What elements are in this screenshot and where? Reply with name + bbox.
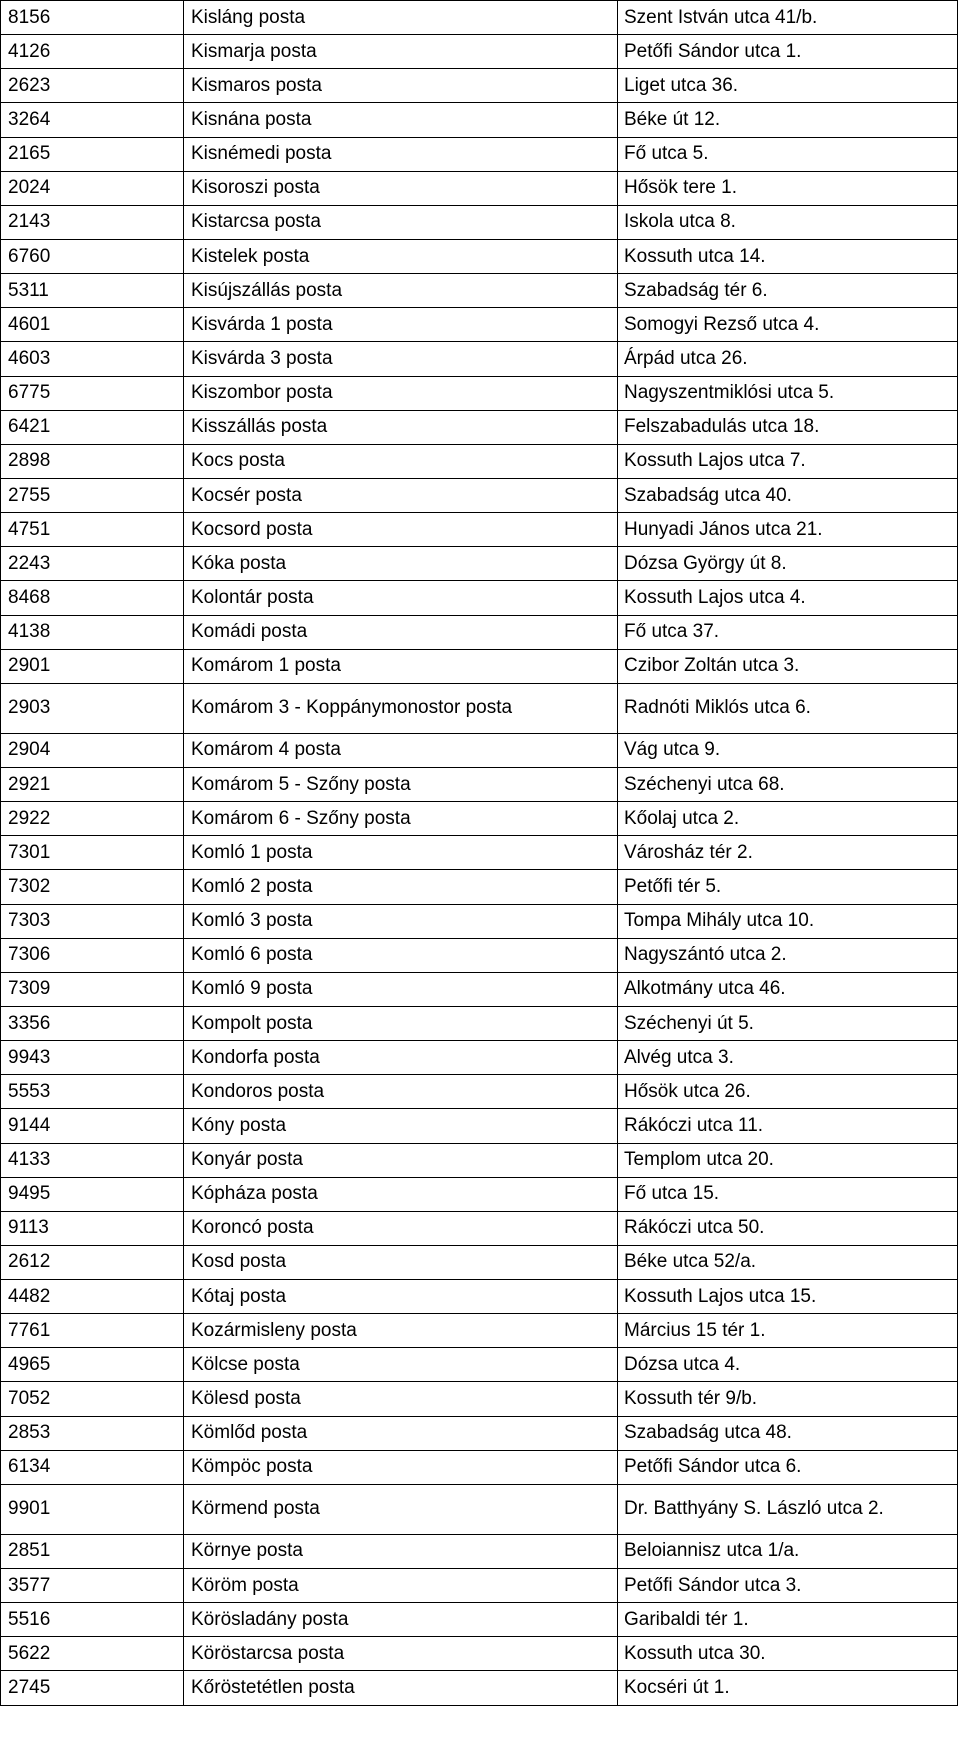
postal-code-cell: 4601 (1, 308, 184, 342)
post-office-name-cell: Környe posta (184, 1534, 618, 1568)
table-row (1, 733, 958, 767)
postal-code-cell: 2745 (1, 1671, 184, 1705)
post-office-name-cell: Komló 9 posta (184, 972, 618, 1006)
address-cell: Tompa Mihály utca 10. (618, 904, 958, 938)
postal-code-cell: 5516 (1, 1603, 184, 1637)
post-office-name-cell: Kisoroszi posta (184, 171, 618, 205)
table-row (1, 1, 958, 35)
table-row (1, 513, 958, 547)
table-row (1, 376, 958, 410)
address-cell: Petőfi Sándor utca 6. (618, 1450, 958, 1484)
postal-code-cell: 2922 (1, 802, 184, 836)
postal-code-cell: 7301 (1, 836, 184, 870)
post-office-name-cell: Kocs posta (184, 444, 618, 478)
table-row (1, 1416, 958, 1450)
post-office-name-cell: Komárom 6 - Szőny posta (184, 802, 618, 836)
table-row (1, 1211, 958, 1245)
address-cell: Szabadság utca 40. (618, 478, 958, 512)
address-cell: Rákóczi utca 11. (618, 1109, 958, 1143)
post-office-name-cell: Kosd posta (184, 1245, 618, 1279)
postal-code-cell: 7306 (1, 938, 184, 972)
postal-code-cell: 4126 (1, 35, 184, 69)
address-cell: Alvég utca 3. (618, 1041, 958, 1075)
postal-code-cell: 2612 (1, 1245, 184, 1279)
table-row (1, 683, 958, 733)
post-office-name-cell: Kisnémedi posta (184, 137, 618, 171)
table-row (1, 342, 958, 376)
postal-code-cell: 4965 (1, 1348, 184, 1382)
postal-code-cell: 4603 (1, 342, 184, 376)
postal-code-cell: 2853 (1, 1416, 184, 1450)
address-cell: Fő utca 37. (618, 615, 958, 649)
post-office-name-cell: Kocsér posta (184, 478, 618, 512)
postal-code-cell: 4138 (1, 615, 184, 649)
table-row (1, 1569, 958, 1603)
postal-code-cell: 4133 (1, 1143, 184, 1177)
postal-code-cell: 2903 (1, 683, 184, 733)
table-row (1, 103, 958, 137)
postal-code-cell: 9495 (1, 1177, 184, 1211)
address-cell: Radnóti Miklós utca 6. (618, 683, 958, 733)
table-row (1, 1671, 958, 1705)
address-cell: Hunyadi János utca 21. (618, 513, 958, 547)
post-office-name-cell: Köröm posta (184, 1569, 618, 1603)
postal-code-cell: 8156 (1, 1, 184, 35)
table-row (1, 478, 958, 512)
post-office-name-cell: Körösladány posta (184, 1603, 618, 1637)
post-office-name-cell: Kölcse posta (184, 1348, 618, 1382)
address-cell: Dózsa György út 8. (618, 547, 958, 581)
address-cell: Széchenyi utca 68. (618, 767, 958, 801)
address-cell: Március 15 tér 1. (618, 1314, 958, 1348)
post-office-name-cell: Komádi posta (184, 615, 618, 649)
table-row (1, 581, 958, 615)
address-cell: Kőolaj utca 2. (618, 802, 958, 836)
postal-code-cell: 6760 (1, 239, 184, 273)
post-office-name-cell: Kondoros posta (184, 1075, 618, 1109)
table-row (1, 547, 958, 581)
postal-code-cell: 7303 (1, 904, 184, 938)
post-office-name-cell: Kisújszállás posta (184, 274, 618, 308)
postal-code-cell: 2851 (1, 1534, 184, 1568)
post-office-name-cell: Kőröstetétlen posta (184, 1671, 618, 1705)
table-row (1, 836, 958, 870)
table-row (1, 274, 958, 308)
postal-code-cell: 6134 (1, 1450, 184, 1484)
postal-code-cell: 7302 (1, 870, 184, 904)
post-office-name-cell: Kondorfa posta (184, 1041, 618, 1075)
address-cell: Kossuth tér 9/b. (618, 1382, 958, 1416)
table-row (1, 767, 958, 801)
post-office-name-cell: Komárom 1 posta (184, 649, 618, 683)
table-row (1, 205, 958, 239)
table-row (1, 137, 958, 171)
address-cell: Kossuth Lajos utca 7. (618, 444, 958, 478)
address-cell: Petőfi Sándor utca 3. (618, 1569, 958, 1603)
address-cell: Szent István utca 41/b. (618, 1, 958, 35)
table-row (1, 444, 958, 478)
post-office-name-cell: Kisláng posta (184, 1, 618, 35)
postal-code-cell: 2898 (1, 444, 184, 478)
post-office-name-cell: Komló 6 posta (184, 938, 618, 972)
address-cell: Kossuth Lajos utca 15. (618, 1280, 958, 1314)
table-row (1, 1109, 958, 1143)
postal-code-cell: 7052 (1, 1382, 184, 1416)
post-office-name-cell: Kocsord posta (184, 513, 618, 547)
post-office-name-cell: Kóka posta (184, 547, 618, 581)
table-row (1, 1075, 958, 1109)
post-office-name-cell: Kisnána posta (184, 103, 618, 137)
postal-code-cell: 6421 (1, 410, 184, 444)
post-office-name-cell: Komló 2 posta (184, 870, 618, 904)
address-cell: Fő utca 5. (618, 137, 958, 171)
postal-code-cell: 2165 (1, 137, 184, 171)
address-cell: Széchenyi út 5. (618, 1006, 958, 1040)
table-row (1, 1041, 958, 1075)
address-cell: Templom utca 20. (618, 1143, 958, 1177)
address-cell: Kossuth Lajos utca 4. (618, 581, 958, 615)
post-office-name-cell: Kismarja posta (184, 35, 618, 69)
table-row (1, 802, 958, 836)
post-office-name-cell: Komárom 4 posta (184, 733, 618, 767)
table-row (1, 972, 958, 1006)
post-office-name-cell: Komló 3 posta (184, 904, 618, 938)
table-row (1, 1484, 958, 1534)
postal-code-cell: 2921 (1, 767, 184, 801)
address-cell: Szabadság tér 6. (618, 274, 958, 308)
address-cell: Garibaldi tér 1. (618, 1603, 958, 1637)
post-office-name-cell: Kömlőd posta (184, 1416, 618, 1450)
post-office-name-cell: Kisszállás posta (184, 410, 618, 444)
address-cell: Felszabadulás utca 18. (618, 410, 958, 444)
post-office-name-cell: Kistelek posta (184, 239, 618, 273)
table-row (1, 1006, 958, 1040)
post-office-name-cell: Kóny posta (184, 1109, 618, 1143)
postal-code-cell: 3264 (1, 103, 184, 137)
address-cell: Petőfi tér 5. (618, 870, 958, 904)
address-cell: Rákóczi utca 50. (618, 1211, 958, 1245)
address-cell: Kossuth utca 14. (618, 239, 958, 273)
table-row (1, 615, 958, 649)
postal-code-cell: 6775 (1, 376, 184, 410)
postal-code-cell: 5622 (1, 1637, 184, 1671)
post-office-name-cell: Kistarcsa posta (184, 205, 618, 239)
table-row (1, 1314, 958, 1348)
address-cell: Nagyszántó utca 2. (618, 938, 958, 972)
postal-code-cell: 2901 (1, 649, 184, 683)
postal-code-cell: 4482 (1, 1280, 184, 1314)
post-office-name-cell: Koroncó posta (184, 1211, 618, 1245)
post-office-name-cell: Kölesd posta (184, 1382, 618, 1416)
post-office-name-cell: Köröstarcsa posta (184, 1637, 618, 1671)
address-cell: Petőfi Sándor utca 1. (618, 35, 958, 69)
address-cell: Fő utca 15. (618, 1177, 958, 1211)
address-cell: Hősök tere 1. (618, 171, 958, 205)
post-office-name-cell: Kismaros posta (184, 69, 618, 103)
address-cell: Városház tér 2. (618, 836, 958, 870)
table-row (1, 171, 958, 205)
table-row (1, 1280, 958, 1314)
postal-code-cell: 9113 (1, 1211, 184, 1245)
post-office-name-cell: Kolontár posta (184, 581, 618, 615)
postal-code-cell: 9144 (1, 1109, 184, 1143)
table-row (1, 1382, 958, 1416)
address-cell: Beloiannisz utca 1/a. (618, 1534, 958, 1568)
post-office-name-cell: Komárom 5 - Szőny posta (184, 767, 618, 801)
table-row (1, 1637, 958, 1671)
address-cell: Iskola utca 8. (618, 205, 958, 239)
postal-code-cell: 9943 (1, 1041, 184, 1075)
post-office-name-cell: Kömpöc posta (184, 1450, 618, 1484)
post-office-name-cell: Kópháza posta (184, 1177, 618, 1211)
postal-code-cell: 2623 (1, 69, 184, 103)
postal-code-cell: 5553 (1, 1075, 184, 1109)
address-cell: Vág utca 9. (618, 733, 958, 767)
postal-code-cell: 9901 (1, 1484, 184, 1534)
postal-code-cell: 2243 (1, 547, 184, 581)
post-office-name-cell: Kozármisleny posta (184, 1314, 618, 1348)
table-row (1, 69, 958, 103)
postal-code-cell: 4751 (1, 513, 184, 547)
post-office-name-cell: Kiszombor posta (184, 376, 618, 410)
post-office-name-cell: Komló 1 posta (184, 836, 618, 870)
postal-code-cell: 3577 (1, 1569, 184, 1603)
postal-code-cell: 8468 (1, 581, 184, 615)
post-office-name-cell: Konyár posta (184, 1143, 618, 1177)
table-row (1, 1603, 958, 1637)
postal-code-cell: 7309 (1, 972, 184, 1006)
address-cell: Liget utca 36. (618, 69, 958, 103)
postal-code-cell: 5311 (1, 274, 184, 308)
post-office-name-cell: Körmend posta (184, 1484, 618, 1534)
table-row (1, 308, 958, 342)
table-row (1, 410, 958, 444)
table-row (1, 239, 958, 273)
address-cell: Kocséri út 1. (618, 1671, 958, 1705)
table-row (1, 904, 958, 938)
table-row (1, 1177, 958, 1211)
table-row (1, 1245, 958, 1279)
address-cell: Béke út 12. (618, 103, 958, 137)
address-cell: Hősök utca 26. (618, 1075, 958, 1109)
address-cell: Somogyi Rezső utca 4. (618, 308, 958, 342)
post-office-name-cell: Kótaj posta (184, 1280, 618, 1314)
post-office-name-cell: Kompolt posta (184, 1006, 618, 1040)
postal-code-cell: 7761 (1, 1314, 184, 1348)
table-body (1, 1, 958, 1706)
table-row (1, 1143, 958, 1177)
address-cell: Alkotmány utca 46. (618, 972, 958, 1006)
postal-code-cell: 2143 (1, 205, 184, 239)
post-office-name-cell: Kisvárda 3 posta (184, 342, 618, 376)
address-cell: Béke utca 52/a. (618, 1245, 958, 1279)
address-cell: Nagyszentmiklósi utca 5. (618, 376, 958, 410)
postal-code-cell: 3356 (1, 1006, 184, 1040)
address-cell: Czibor Zoltán utca 3. (618, 649, 958, 683)
table-row (1, 1348, 958, 1382)
address-cell: Árpád utca 26. (618, 342, 958, 376)
postal-code-cell: 2024 (1, 171, 184, 205)
postal-code-cell: 2904 (1, 733, 184, 767)
post-office-name-cell: Kisvárda 1 posta (184, 308, 618, 342)
table-row (1, 649, 958, 683)
address-cell: Dr. Batthyány S. László utca 2. (618, 1484, 958, 1534)
postal-code-cell: 2755 (1, 478, 184, 512)
table-row (1, 1534, 958, 1568)
address-cell: Kossuth utca 30. (618, 1637, 958, 1671)
table-row (1, 870, 958, 904)
table-row (1, 938, 958, 972)
table-row (1, 35, 958, 69)
address-cell: Dózsa utca 4. (618, 1348, 958, 1382)
post-office-name-cell: Komárom 3 - Koppánymonostor posta (184, 683, 618, 733)
address-cell: Szabadság utca 48. (618, 1416, 958, 1450)
table-row (1, 1450, 958, 1484)
